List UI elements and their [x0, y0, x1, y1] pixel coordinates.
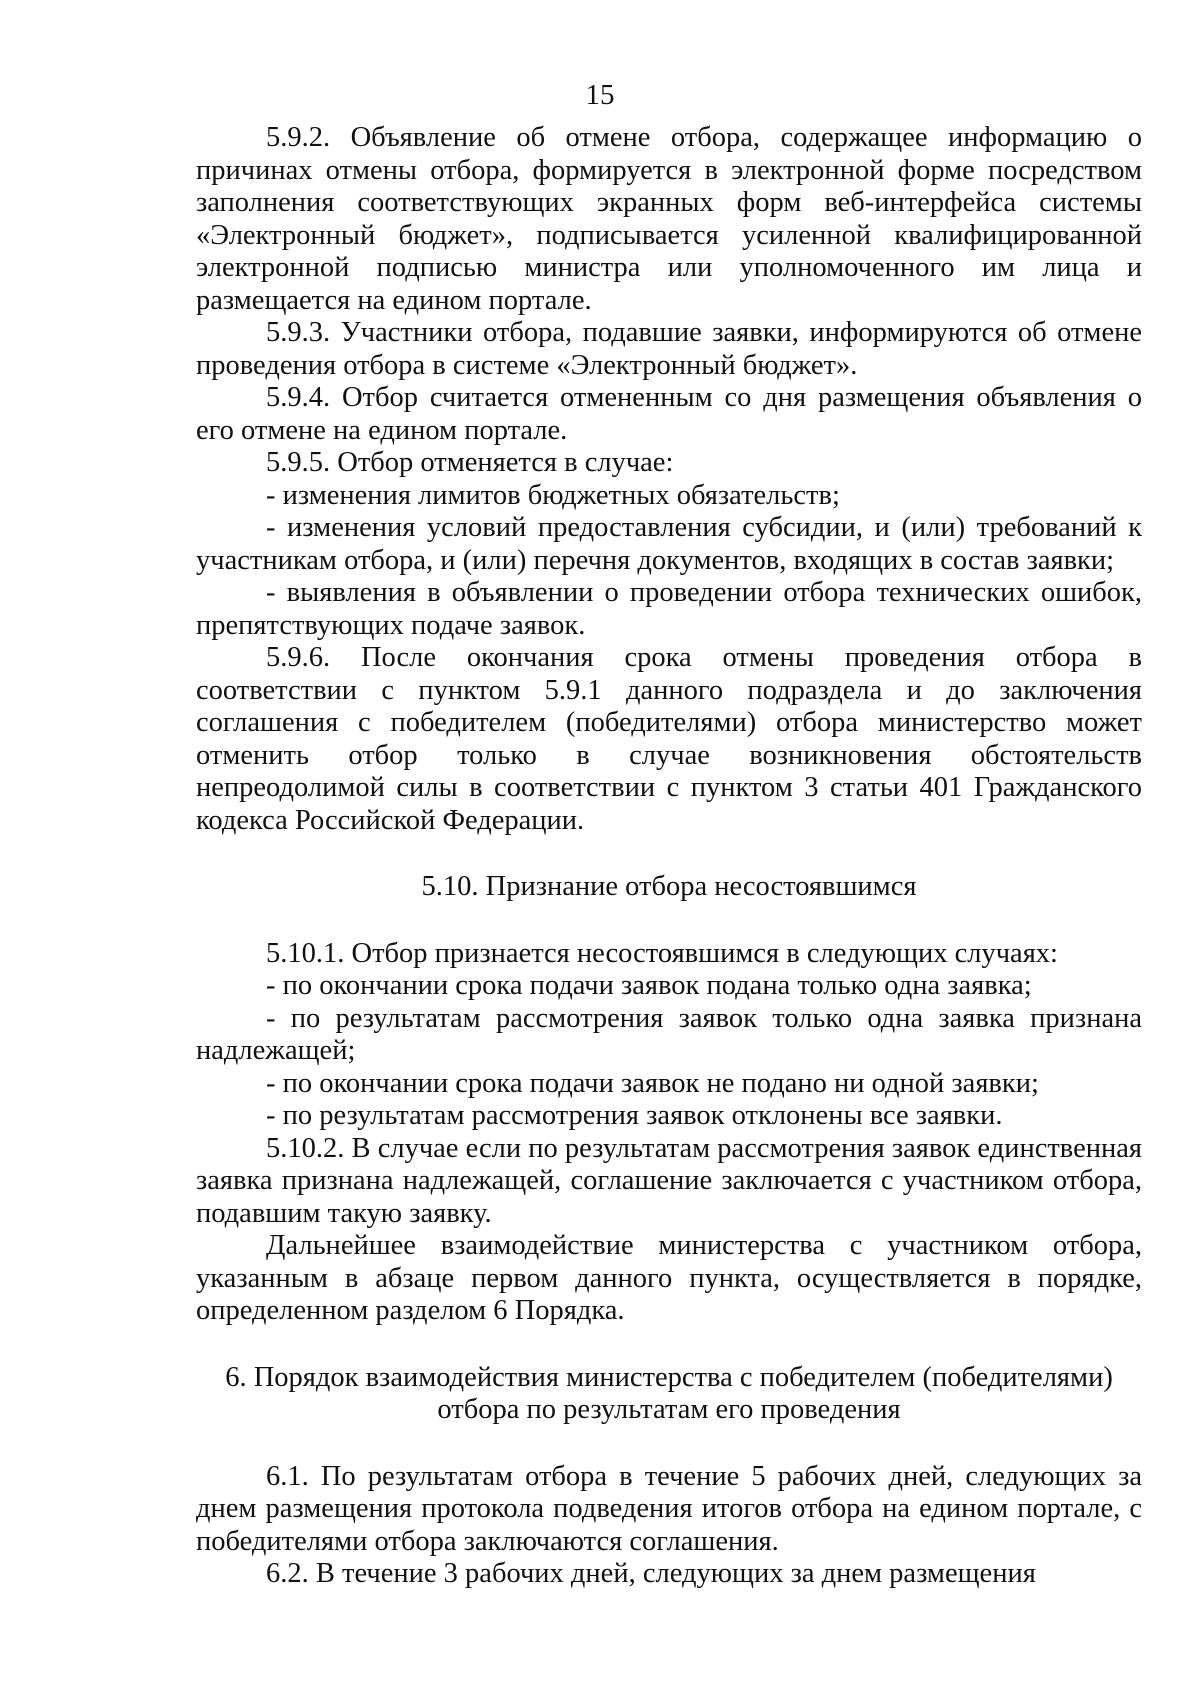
list-item-no-applications: - по окончании срока подачи заявок не подано ни одной заявки;: [266, 1067, 1039, 1099]
list-item-one-application: - по окончании срока подачи заявок подана только одна заявка;: [266, 970, 1032, 1001]
list-item-conditions: - изменения условий предоставления субсидии, и (или) требований к участникам отбора, и (или) перечня документов, входящих в состав заявки;: [196, 512, 1142, 576]
document-body: [196, 122, 1142, 1591]
paragraph-5-10-1: 5.10.1. Отбор признается несостоявшимся в следующих случаях:: [266, 937, 1058, 969]
page-number: 15: [585, 79, 615, 111]
list-item-all-rejected: - по результатам рассмотрения заявок отклонены все заявки.: [266, 1100, 1003, 1131]
paragraph-5-10-2: 5.10.2. В случае если по результатам рассмотрения заявок единственная заявка признана надлежащей, соглашение заключается с участником отбора, подавшим такую заявку.: [196, 1132, 1142, 1229]
list-item-errors: - выявления в объявлении о проведении отбора технических ошибок, препятствующих подаче заявок.: [196, 577, 1142, 641]
list-item-limits: - изменения лимитов бюджетных обязательств;: [266, 479, 840, 511]
paragraph-5-9-3: 5.9.3. Участники отбора, подавшие заявки, информируются об отмене проведения отбора в системе «Электронный бюджет».: [196, 317, 1142, 381]
paragraph-5-9-2: 5.9.2. Объявление об отмене отбора, содержащее информацию о причинах отмены отбора, формируется в электронной форме посредством заполнения соответствующих экранных форм веб-интерфейса системы «Электронный бюджет», подписывается усиленной квалифицированной электронной подписью министра или уполномоченного им лица и размещается на едином портале.: [196, 122, 1142, 316]
section-heading-5-10: 5.10. Признание отбора несостоявшимся: [421, 871, 917, 902]
paragraph-5-9-6: 5.9.6. После окончания срока отмены проведения отбора в соответствии с пунктом 5.9.1 данного подраздела и до заключения соглашения с победителем (победителями) отбора министерство может отменить отбор только в случае возникновения обстоятельств непреодолимой силы в соответствии с пунктом 3 статьи 401 Гражданского кодекса Российской Федерации.: [196, 642, 1142, 836]
paragraph-5-9-4: 5.9.4. Отбор считается отмененным со дня размещения объявления о его отмене на едином портале.: [196, 382, 1142, 446]
paragraph-6-1: 6.1. По результатам отбора в течение 5 рабочих дней, следующих за днем размещения протокола подведения итогов отбора на едином портале, с победителями отбора заключаются соглашения.: [196, 1460, 1142, 1557]
list-item-one-proper: - по результатам рассмотрения заявок только одна заявка признана надлежащей;: [196, 1002, 1142, 1066]
paragraph-5-9-5: 5.9.5. Отбор отменяется в случае:: [266, 447, 674, 478]
paragraph-6-2: 6.2. В течение 3 рабочих дней, следующих за днем размещения: [266, 1558, 1036, 1589]
section-heading-6: 6. Порядок взаимодействия министерства с победителем (победителями) отбора по результатам его проведения: [225, 1361, 1113, 1425]
paragraph-further-interaction: Дальнейшее взаимодействие министерства с участником отбора, указанным в абзаце первом данного пункта, осуществляется в порядке, определенном разделом 6 Порядка.: [196, 1230, 1142, 1326]
